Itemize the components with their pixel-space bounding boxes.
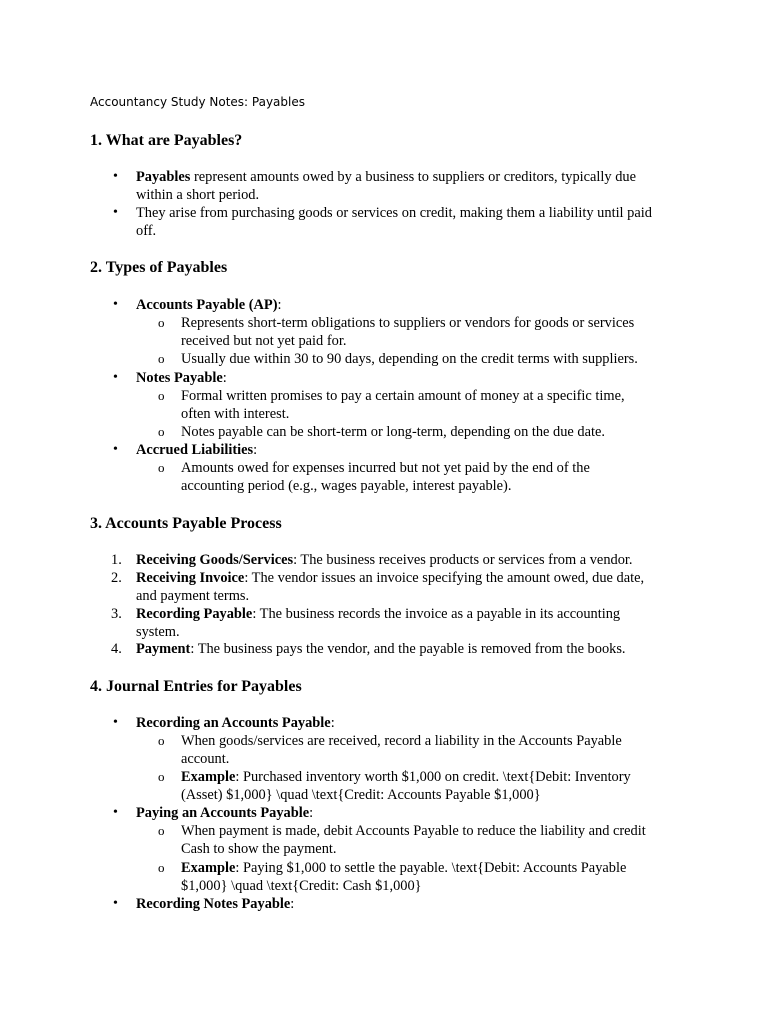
sub-item-rap-example-line1: Example: Purchased inventory worth $1,000 on credit. \text{Debit: Inventory [181, 769, 631, 785]
bullet-icon: • [113, 805, 118, 820]
sub-item-rap-example-line2: (Asset) $1,000} \quad \text{Credit: Accounts Payable $1,000} [181, 787, 541, 803]
sub-bullet-icon: o [158, 388, 165, 403]
list-item-notes-payable: Notes Payable: [136, 370, 227, 386]
sub-bullet-icon: o [158, 733, 165, 748]
section-heading-what-are-payables: 1. What are Payables? [90, 132, 243, 149]
list-item-accrued-liabilities: Accrued Liabilities: [136, 442, 258, 458]
list-item-accounts-payable: Accounts Payable (AP): [136, 297, 282, 313]
sub-item-np-promises-line2: often with interest. [181, 406, 290, 422]
sub-item-ap-obligations-line2: received but not yet paid for. [181, 333, 347, 349]
process-step-receiving-invoice: Receiving Invoice: The vendor issues an invoice specifying the amount owed, due date, [136, 570, 645, 586]
sub-bullet-icon: o [158, 823, 165, 838]
bullet-icon: • [113, 896, 118, 911]
process-step-recording-payable: Recording Payable: The business records the invoice as a payable in its accounting [136, 606, 621, 622]
list-number: 4. [111, 641, 122, 657]
sub-bullet-icon: o [158, 315, 165, 330]
list-item-credit-line2: off. [136, 223, 157, 239]
bullet-icon: • [113, 205, 118, 220]
sub-item-rap-when-line1: When goods/services are received, record a liability in the Accounts Payable [181, 733, 622, 749]
bullet-icon: • [113, 370, 118, 385]
section-heading-journal-entries: 4. Journal Entries for Payables [90, 678, 302, 695]
sub-item-ap-due: Usually due within 30 to 90 days, depending on the credit terms with suppliers. [181, 351, 638, 367]
term-payables: Payables [136, 169, 191, 185]
section-heading-ap-process: 3. Accounts Payable Process [90, 515, 282, 532]
process-step-recording-payable-line2: system. [136, 624, 180, 640]
process-step-payment: Payment: The business pays the vendor, and the payable is removed from the books. [136, 641, 626, 657]
process-step-receiving-goods: Receiving Goods/Services: The business receives products or services from a vendor. [136, 552, 633, 568]
sub-item-rap-when-line2: account. [181, 751, 230, 767]
list-item-recording-notes-payable: Recording Notes Payable: [136, 896, 295, 912]
sub-bullet-icon: o [158, 351, 165, 366]
sub-item-pap-example-line2: $1,000} \quad \text{Credit: Cash $1,000} [181, 878, 422, 894]
list-item-payables-line2: within a short period. [136, 187, 260, 203]
bullet-icon: • [113, 442, 118, 457]
list-item-paying-ap: Paying an Accounts Payable: [136, 805, 314, 821]
document-title: Accountancy Study Notes: Payables [90, 95, 305, 109]
sub-item-np-term: Notes payable can be short-term or long-term, depending on the due date. [181, 424, 605, 440]
sub-item-pap-example-line1: Example: Paying $1,000 to settle the payable. \text{Debit: Accounts Payable [181, 860, 627, 876]
sub-item-pap-when-line1: When payment is made, debit Accounts Payable to reduce the liability and credit [181, 823, 646, 839]
sub-item-al-amounts-line2: accounting period (e.g., wages payable, interest payable). [181, 478, 512, 494]
list-number: 3. [111, 606, 122, 622]
section-heading-types-of-payables: 2. Types of Payables [90, 259, 228, 276]
process-step-receiving-invoice-line2: and payment terms. [136, 588, 250, 604]
sub-bullet-icon: o [158, 860, 165, 875]
bullet-icon: • [113, 297, 118, 312]
sub-item-np-promises-line1: Formal written promises to pay a certain amount of money at a specific time, [181, 388, 625, 404]
sub-bullet-icon: o [158, 424, 165, 439]
list-number: 1. [111, 552, 122, 568]
sub-bullet-icon: o [158, 769, 165, 784]
sub-bullet-icon: o [158, 460, 165, 475]
list-item-credit-line1: They arise from purchasing goods or services on credit, making them a liability until paid [136, 205, 652, 221]
list-number: 2. [111, 570, 122, 586]
bullet-icon: • [113, 715, 118, 730]
bullet-icon: • [113, 169, 118, 184]
sub-item-pap-when-line2: Cash to show the payment. [181, 841, 337, 857]
sub-item-ap-obligations-line1: Represents short-term obligations to suppliers or vendors for goods or services [181, 315, 635, 331]
list-item-recording-ap: Recording an Accounts Payable: [136, 715, 335, 731]
list-item-payables-line1: Payables represent amounts owed by a business to suppliers or creditors, typically due [136, 169, 636, 185]
sub-item-al-amounts-line1: Amounts owed for expenses incurred but not yet paid by the end of the [181, 460, 590, 476]
